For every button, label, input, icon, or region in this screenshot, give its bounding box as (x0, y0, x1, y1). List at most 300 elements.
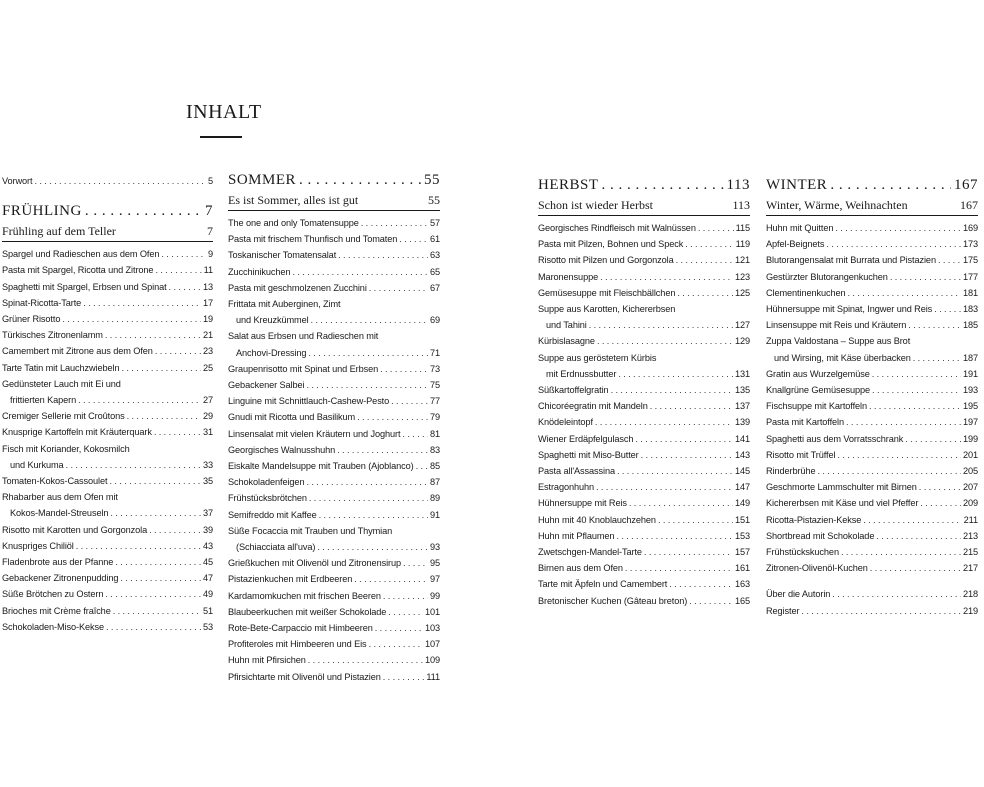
toc-entry-vorwort[interactable] (2, 173, 213, 189)
entry-page: 193 (962, 385, 978, 396)
entry-page: 27 (202, 395, 213, 406)
section-subtitle[interactable] (538, 197, 750, 214)
leader-dots (399, 231, 428, 247)
leader-dots (369, 636, 423, 652)
entry-title: Pasta all'Assassina (538, 466, 615, 477)
entry-title: Zucchinikuchen (228, 266, 291, 277)
toc-entry[interactable] (2, 489, 213, 521)
entry-title: Tomaten-Kokos-Cassoulet (2, 476, 108, 487)
entry-page: 201 (962, 449, 978, 460)
leader-dots (848, 285, 961, 301)
entry-list (228, 215, 440, 685)
entry-title: Vorwort (2, 176, 33, 186)
entry-title: Semifreddo mit Kaffee (228, 509, 317, 520)
leader-dots (292, 264, 428, 280)
entry-page: 197 (962, 417, 978, 428)
toc-entry[interactable] (538, 576, 750, 592)
leader-dots (616, 528, 733, 544)
entry-title: Schokoladen-Miso-Kekse (2, 621, 104, 632)
toc-entry[interactable] (2, 522, 213, 538)
leader-dots (337, 442, 428, 458)
entry-page: 217 (962, 563, 978, 574)
toc-entry[interactable] (2, 473, 213, 489)
entry-title: Suppe aus Karotten, Kichererbsen (538, 304, 676, 315)
entry-page: 185 (962, 320, 978, 331)
toc-entry[interactable] (228, 442, 440, 458)
entry-page: 47 (202, 573, 213, 584)
section-heading[interactable] (228, 172, 440, 192)
toc-entry[interactable] (2, 424, 213, 440)
leader-dots (155, 343, 201, 359)
entry-page: 131 (734, 368, 750, 379)
toc-entry[interactable] (766, 269, 978, 285)
entry-page: 107 (424, 639, 440, 650)
toc-entry[interactable] (228, 652, 440, 668)
section-name: WINTER (766, 177, 828, 193)
entry-page: 207 (962, 482, 978, 493)
section-page: 113 (726, 177, 750, 193)
spacer (766, 576, 978, 586)
entry-title: Linsensuppe mit Reis und Kräutern (766, 320, 907, 331)
toc-entry[interactable] (766, 463, 978, 479)
entry-page: 125 (734, 287, 750, 298)
entry-title: Grießkuchen mit Olivenöl und Zitronensirup (228, 558, 401, 569)
leader-dots (375, 620, 423, 636)
entry-page: 19 (202, 314, 213, 325)
entry-title: Knödeleintopf (538, 417, 593, 428)
leader-dots (846, 414, 961, 430)
entry-title: Profiteroles mit Himbeeren und Eis (228, 639, 367, 650)
toc-entry[interactable] (2, 570, 213, 586)
leader-dots (625, 560, 733, 576)
entry-page: 163 (734, 579, 750, 590)
toc-entry[interactable] (538, 414, 750, 430)
toc-entry[interactable] (228, 361, 440, 377)
entry-title: Risotto mit Trüffel (766, 449, 836, 460)
entry-title: Salat aus Erbsen und Radieschen mit (228, 331, 379, 342)
entry-title: Bretonischer Kuchen (Gâteau breton) (538, 595, 688, 606)
toc-entry[interactable] (228, 588, 440, 604)
toc-entry[interactable] (2, 603, 213, 619)
entry-page: 187 (962, 352, 978, 363)
entry-page: 101 (424, 606, 440, 617)
entry-page: 63 (429, 250, 440, 261)
toc-entry[interactable] (228, 409, 440, 425)
entry-title: Linguine mit Schnittlauch-Cashew-Pesto (228, 396, 390, 407)
toc-entry[interactable] (538, 593, 750, 609)
entry-title: Gebackener Salbei (228, 380, 305, 391)
toc-entry[interactable] (766, 560, 978, 576)
section-page: 55 (424, 172, 440, 188)
toc-entry[interactable] (766, 431, 978, 447)
toc-entry[interactable] (538, 236, 750, 252)
toc-entry[interactable] (538, 398, 750, 414)
toc-entry[interactable] (538, 495, 750, 511)
toc-entry[interactable] (2, 295, 213, 311)
entry-title: Hühnersuppe mit Reis (538, 498, 627, 509)
entry-page: 219 (962, 605, 978, 616)
leader-dots (161, 246, 206, 262)
entry-page: 181 (962, 287, 978, 298)
leader-dots (110, 505, 201, 521)
toc-entry[interactable] (538, 512, 750, 528)
toc-entry[interactable] (538, 350, 750, 382)
toc-entry[interactable] (2, 246, 213, 262)
entry-page: 11 (203, 265, 213, 276)
leader-dots (105, 327, 201, 343)
leader-dots (872, 366, 961, 382)
leader-dots (920, 495, 961, 511)
toc-entry[interactable] (228, 231, 440, 247)
entry-page: 89 (429, 493, 440, 504)
entry-title: Pasta mit Kartoffeln (766, 417, 845, 428)
entry-page: 81 (429, 428, 440, 439)
entry-page: 175 (962, 255, 978, 266)
toc-entry[interactable] (538, 479, 750, 495)
toc-entry[interactable] (2, 538, 213, 554)
entry-title: Pasta mit Spargel, Ricotta und Zitrone (2, 265, 154, 276)
toc-entry[interactable] (766, 512, 978, 528)
toc-entry[interactable] (228, 328, 440, 360)
leader-dots (338, 247, 428, 263)
entry-page: 215 (962, 547, 978, 558)
toc-entry[interactable] (2, 376, 213, 408)
toc-entry[interactable] (766, 495, 978, 511)
entry-page: 218 (962, 589, 978, 600)
entry-title: Türkisches Zitronenlamm (2, 330, 103, 341)
leader-dots (835, 220, 961, 236)
entry-page: 53 (202, 621, 213, 632)
entry-page: 165 (734, 595, 750, 606)
entry-page: 151 (734, 514, 750, 525)
leader-dots (658, 512, 733, 528)
leader-dots (641, 447, 733, 463)
entry-title: Rinderbrühe (766, 466, 816, 477)
entry-title: Pfirsichtarte mit Olivenöl und Pistazien (228, 671, 381, 682)
entry-title: Grüner Risotto (2, 314, 61, 325)
entry-title: Huhn mit Pflaumen (538, 530, 615, 541)
leader-dots (635, 431, 733, 447)
entry-page: 143 (734, 449, 750, 460)
toc-entry[interactable] (766, 398, 978, 414)
leader-dots (85, 203, 202, 220)
subtitle-page: 7 (207, 224, 213, 239)
entry-page: 129 (734, 336, 750, 347)
toc-entry[interactable] (2, 586, 213, 602)
toc-entry[interactable] (228, 523, 440, 555)
leader-dots (908, 317, 961, 333)
toc-entry[interactable] (766, 544, 978, 560)
entry-page: 35 (202, 476, 213, 487)
entry-title: Fladenbrote aus der Pfanne (2, 557, 114, 568)
leader-dots (34, 173, 206, 189)
toc-entry[interactable] (766, 603, 978, 619)
leader-dots (383, 588, 428, 604)
entry-page: 209 (962, 498, 978, 509)
toc-entry[interactable] (228, 215, 440, 231)
section-heading[interactable] (766, 177, 978, 197)
entry-page: 123 (734, 271, 750, 282)
entry-page: 31 (202, 427, 213, 438)
toc-entry[interactable] (2, 554, 213, 570)
entry-page: 83 (429, 444, 440, 455)
toc-entry[interactable] (2, 343, 213, 359)
section-heading[interactable] (538, 177, 750, 197)
leader-dots (685, 236, 733, 252)
entry-title: Brioches mit Crème fraîche (2, 605, 111, 616)
toc-entry[interactable] (228, 571, 440, 587)
entry-page: 75 (429, 380, 440, 391)
entry-page: 39 (202, 524, 213, 535)
toc-entry[interactable] (538, 528, 750, 544)
entry-title: Graupenrisotto mit Spinat und Erbsen (228, 363, 379, 374)
leader-dots (121, 360, 201, 376)
entry-title: Pasta mit geschmolzenen Zucchini (228, 282, 367, 293)
entry-page: 77 (429, 396, 440, 407)
leader-dots (801, 603, 961, 619)
leader-dots (416, 458, 428, 474)
toc-entry[interactable] (2, 262, 213, 278)
toc-entry[interactable] (228, 636, 440, 652)
entry-title: Cremiger Sellerie mit Croûtons (2, 411, 125, 422)
entry-title: Fischsuppe mit Kartoffeln (766, 401, 867, 412)
section-subtitle[interactable] (766, 197, 978, 214)
toc-entry[interactable] (538, 285, 750, 301)
section-heading[interactable] (2, 203, 213, 223)
leader-dots (403, 555, 428, 571)
entry-title: Birnen aus dem Ofen (538, 563, 623, 574)
toc-entry[interactable] (766, 528, 978, 544)
entry-title: Frittata mit Auberginen, Zimt (228, 299, 341, 310)
leader-dots (869, 398, 961, 414)
entry-title: Eiskalte Mandelsuppe mit Trauben (Ajoblanco) (228, 461, 414, 472)
entry-title-continued: (Schiacciata all'uva) (236, 542, 316, 553)
entry-page: 29 (202, 411, 213, 422)
leader-dots (890, 269, 961, 285)
leader-dots (597, 333, 733, 349)
entry-title: Apfel-Beignets (766, 239, 825, 250)
entry-title: Gratin aus Wurzelgemüse (766, 368, 870, 379)
entry-page: 17 (202, 297, 213, 308)
leader-dots (317, 539, 428, 555)
leader-dots (617, 463, 733, 479)
toc-entry[interactable] (228, 247, 440, 263)
entry-title: Suppe aus geröstetem Kürbis (538, 352, 657, 363)
entry-page: 43 (202, 540, 213, 551)
entry-title: Maronensuppe (538, 271, 599, 282)
entry-title: Blutorangensalat mit Burrata und Pistazien (766, 255, 936, 266)
toc-entry[interactable] (2, 360, 213, 376)
toc-entry[interactable] (2, 311, 213, 327)
entry-title-continued: mit Erdnussbutter (546, 368, 617, 379)
toc-entry[interactable] (766, 366, 978, 382)
entry-title: Chicoréegratin mit Mandeln (538, 401, 648, 412)
toc-entry[interactable] (2, 327, 213, 343)
leader-dots (938, 252, 961, 268)
leader-dots (149, 522, 201, 538)
toc-entry[interactable] (228, 604, 440, 620)
toc-entry[interactable] (2, 619, 213, 635)
leader-dots (595, 414, 733, 430)
toc-entry[interactable] (228, 507, 440, 523)
entry-page: 25 (202, 362, 213, 373)
toc-entry[interactable] (538, 382, 750, 398)
toc-entry[interactable] (766, 382, 978, 398)
entry-page: 21 (202, 330, 213, 341)
entry-title: Risotto mit Karotten und Gorgonzola (2, 524, 148, 535)
entry-title: Knallgrüne Gemüsesuppe (766, 385, 871, 396)
leader-dots (676, 252, 733, 268)
leader-dots (698, 220, 734, 236)
entry-title: Register (766, 605, 800, 616)
leader-dots (600, 269, 733, 285)
subtitle-text: Frühling auf dem Teller (2, 224, 116, 239)
toc-entry[interactable] (228, 555, 440, 571)
toc-entry[interactable] (538, 447, 750, 463)
toc-entry[interactable] (228, 490, 440, 506)
toc-entry[interactable] (766, 333, 978, 365)
leader-dots (66, 457, 201, 473)
entry-title: Geschmorte Lammschulter mit Birnen (766, 482, 917, 493)
toc-entry[interactable] (228, 296, 440, 328)
toc-entry[interactable] (538, 544, 750, 560)
leader-dots (306, 474, 428, 490)
toc-entry[interactable] (2, 441, 213, 473)
leader-dots (618, 366, 733, 382)
leader-dots (120, 570, 201, 586)
leader-dots (650, 398, 733, 414)
toc-entry[interactable] (2, 408, 213, 424)
toc-entry[interactable] (228, 280, 440, 296)
entry-title: Hühnersuppe mit Spinat, Ingwer und Reis (766, 304, 933, 315)
entry-page: 195 (962, 401, 978, 412)
entry-title-continued: und Tahini (546, 320, 587, 331)
entry-page: 211 (963, 514, 978, 525)
toc-entry[interactable] (538, 431, 750, 447)
section-subtitle[interactable] (2, 223, 213, 240)
entry-page: 135 (734, 385, 750, 396)
entry-title: Pasta mit Pilzen, Bohnen und Speck (538, 239, 684, 250)
leader-dots (83, 295, 201, 311)
toc-entry[interactable] (228, 458, 440, 474)
leader-dots (169, 279, 201, 295)
leader-dots (837, 447, 961, 463)
entry-page: 9 (207, 249, 213, 260)
leader-dots (611, 382, 733, 398)
subtitle-page: 113 (732, 198, 750, 212)
toc-entry[interactable] (766, 447, 978, 463)
toc-entry[interactable] (766, 317, 978, 333)
section-page: 7 (205, 203, 213, 220)
entry-page: 119 (735, 239, 750, 250)
toc-entry[interactable] (538, 269, 750, 285)
entry-page: 49 (202, 589, 213, 600)
toc-entry[interactable] (228, 474, 440, 490)
toc-entry[interactable] (538, 333, 750, 349)
toc-entry[interactable] (538, 220, 750, 236)
leader-dots (369, 280, 428, 296)
entry-title: Gebackener Zitronenpudding (2, 573, 119, 584)
entry-page: 5 (207, 176, 213, 186)
toc-entry[interactable] (228, 393, 440, 409)
toc-entry[interactable] (766, 301, 978, 317)
leader-dots (76, 538, 201, 554)
leader-dots (380, 361, 428, 377)
toc-entry[interactable] (228, 669, 440, 685)
leader-dots (127, 408, 201, 424)
entry-title-continued: und Kurkuma (10, 459, 64, 470)
entry-page: 149 (734, 498, 750, 509)
entry-page: 61 (429, 234, 440, 245)
entry-page: 103 (424, 623, 440, 634)
entry-page: 87 (429, 477, 440, 488)
section-divider (766, 215, 978, 216)
toc-entry[interactable] (228, 426, 440, 442)
entry-page: 157 (734, 547, 750, 558)
entry-title: Linsensalat mit vielen Kräutern und Joghurt (228, 428, 401, 439)
entry-page: 45 (202, 557, 213, 568)
entry-title-continued: frittierten Kapern (10, 395, 77, 406)
entry-page: 67 (429, 282, 440, 293)
toc-entry[interactable] (766, 236, 978, 252)
toc-entry[interactable] (228, 377, 440, 393)
section-subtitle[interactable] (228, 192, 440, 209)
toc-entry[interactable] (766, 252, 978, 268)
toc-entry[interactable] (538, 252, 750, 268)
leader-dots (602, 177, 724, 194)
entry-title: Gnudi mit Ricotta und Basilikum (228, 412, 356, 423)
toc-entry[interactable] (538, 560, 750, 576)
entry-title: Spaghetti aus dem Vorratsschrank (766, 433, 904, 444)
leader-dots (308, 345, 428, 361)
toc-entry[interactable] (228, 264, 440, 280)
section-divider (538, 215, 750, 216)
leader-dots (669, 576, 733, 592)
entry-page: 147 (734, 482, 750, 493)
leader-dots (913, 350, 961, 366)
section-divider (2, 241, 213, 242)
entry-title: The one and only Tomatensuppe (228, 218, 359, 228)
toc-entry[interactable] (766, 220, 978, 236)
entry-page: 97 (429, 574, 440, 585)
leader-dots (299, 172, 421, 189)
entry-page: 213 (962, 530, 978, 541)
toc-entry[interactable] (538, 463, 750, 479)
entry-title: Kürbislasagne (538, 336, 595, 347)
leader-dots (817, 463, 961, 479)
toc-entry[interactable] (228, 620, 440, 636)
entry-page: 33 (202, 459, 213, 470)
section-page: 167 (954, 177, 978, 193)
toc-entry[interactable] (766, 586, 978, 602)
toc-entry[interactable] (2, 279, 213, 295)
toc-entry[interactable] (766, 414, 978, 430)
entry-page: 73 (429, 363, 440, 374)
leader-dots (115, 554, 201, 570)
entry-title: Gestürzter Blutorangenkuchen (766, 271, 888, 282)
title-divider (200, 136, 242, 138)
entry-title: Huhn mit Quitten (766, 223, 834, 233)
entry-title-continued: Anchovi-Dressing (236, 347, 307, 358)
toc-entry[interactable] (538, 301, 750, 333)
section-divider (228, 210, 440, 211)
entry-title: Gemüsesuppe mit Fleischbällchen (538, 287, 676, 298)
entry-page: 51 (202, 605, 213, 616)
toc-entry[interactable] (766, 479, 978, 495)
section-name: HERBST (538, 177, 599, 193)
toc-entry[interactable] (766, 285, 978, 301)
entry-title: Knusprige Kartoffeln mit Kräuterquark (2, 427, 152, 438)
